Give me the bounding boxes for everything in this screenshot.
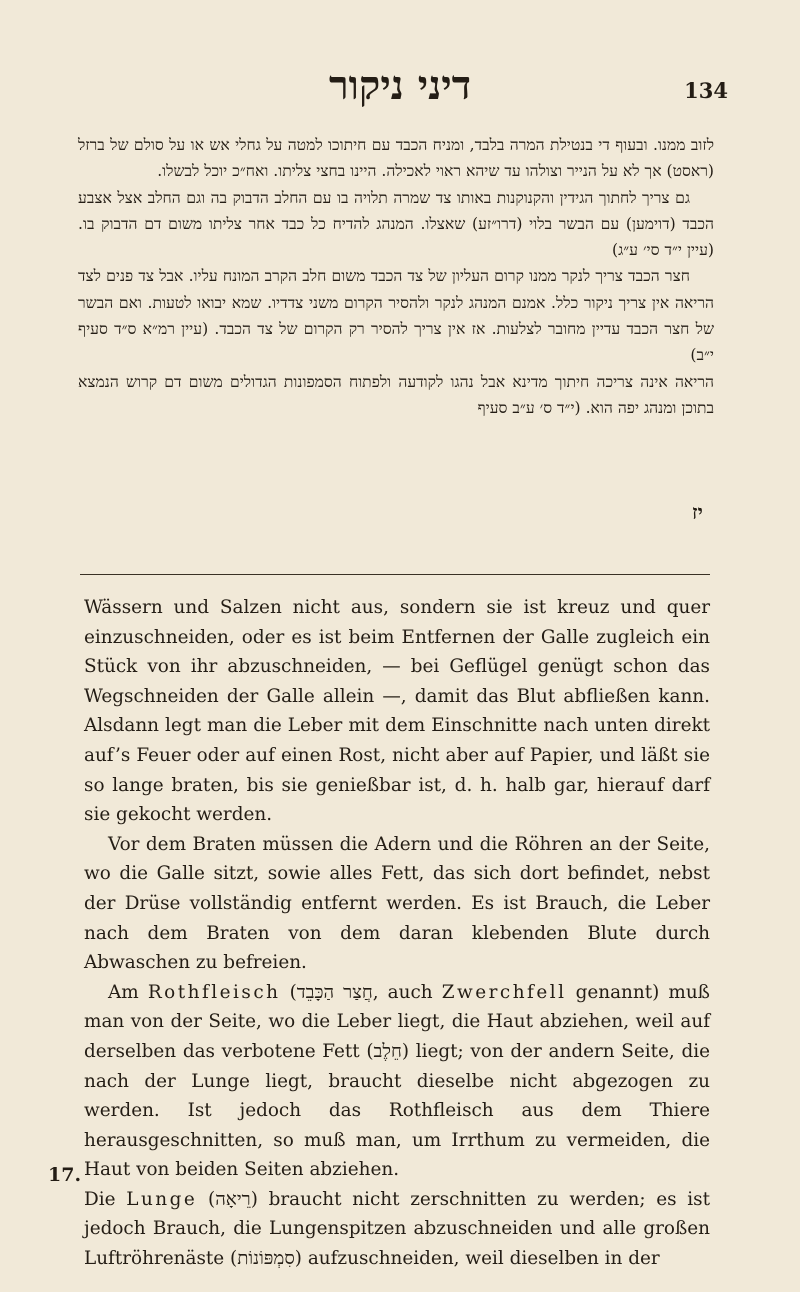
hebrew-term-chelev: חֵלֶב: [373, 1040, 402, 1062]
p4-text-before: Die: [84, 1188, 127, 1210]
hebrew-text-block: [78, 132, 714, 421]
german-paragraph-1: Wässern und Salzen nicht aus, sondern sie ist kreuz und quer einzuschneiden, oder es ist beim Entfernen der Galle zugleich ein Stück von ihr abzuschneiden, — bei Geflügel genügt schon das Wegschneiden der Galle allein —, damit das Blut abfließen kann. Alsdann legt man die Leber mit dem Einschnitte nach unten direkt auf’s Feuer oder auf einen Rost, nicht aber auf Papier, und läßt sie so lange braten, bis sie genießbar ist, d. h. halb gar, hierauf darf sie gekocht werden.: [84, 597, 710, 826]
hebrew-paragraph-1: לזוב ממנו. ובעוף די בנטילת המרה בלבד, ומניח הכבד עם חיתוכו למטה על גחלי אש או על סולם של ברזל (ראסט) אך לא על הנייר וצולהו עד שיהא ראוי לאכילה. היינו בחצי צליתו. ואח״כ יוכל לבשלו.: [78, 136, 714, 181]
p3-text-end: ) liegt; von der andern Seite, die nach der Lunge liegt, braucht dieselbe nicht abgezogen zu werden. Ist jedoch das Rothfleisch aus dem Thiere herausgeschnitten, so muß man, um Irrthum zu vermeiden, die Haut von beiden Seiten abziehen.: [84, 1040, 710, 1181]
hebrew-paragraph-3: חצר הכבד צריך לנקר ממנו קרום העליון של צד הכבד משום חלב הקרב המונח עליו. אבל צד פנים לצד הריאה אין צריך ניקור כלל. אמנם המנהג לנקר ולהסיר הקרום משני צדדיו. שמא יבואו לטעות. ואם הבשר של חצר הכבד עדיין מחובר לצלעות. אז אין צריך להסיר רק הקרום של צד הכבד. (עיין רמ״א ס״ד סעיף י״ב): [78, 267, 714, 365]
section-number: 17.: [48, 1164, 82, 1186]
running-title: דיני ניקור: [329, 62, 471, 109]
hebrew-term-simponot: סִמְפּוֹנוֹת: [237, 1248, 295, 1270]
german-text-block: [84, 593, 710, 1274]
p4-text-end: ) aufzuschneiden, weil dieselben in der: [294, 1248, 660, 1270]
hebrew-section-mark: יז: [692, 500, 703, 524]
hebrew-term-reah: רֵיאָה: [215, 1188, 251, 1210]
p3-text-mid: , auch: [372, 981, 442, 1003]
hebrew-term-chatzar-hakaved: חֲצַר הַכָּבֵד: [296, 981, 373, 1003]
p3-text-before: Am: [108, 981, 148, 1003]
page-number: 134: [684, 78, 728, 103]
hebrew-paragraph-2: גם צריך לחתוך הגידין והקנוקנות באותו צד שמרה תלויה בו עם החלב הדבוק בה וגם החלב אצל אצבע הכבד (דוימען) עם הבשר בלוי (דרו״זע) שאצלו. המנהג להדיח כל כבד אחר צליתו משום דם הדבוק בו. (עיין י״ד סי׳ ע״ג): [78, 188, 714, 260]
term-rothfleisch: Rothfleisch: [147, 981, 281, 1003]
p4-text-mid: ) braucht nicht zerschnitten zu werden; es ist jedoch Brauch, die Lungenspitzen abzuschneiden und alle großen Luftröhrenäste (: [84, 1188, 710, 1270]
p3-text-after: genannt) muß man von der Seite, wo die Leber liegt, die Haut abziehen, weil auf derselben das verbotene Fett (: [84, 981, 710, 1062]
german-paragraph-4: Die Lunge (רֵיאָה) braucht nicht zerschnitten zu werden; es ist jedoch Brauch, die Lungenspitzen abzuschneiden und alle großen Luftröhrenäste (סִמְפּוֹנוֹת) aufzuschneiden, weil dieselben in der: [84, 1188, 710, 1270]
term-zwerchfell: Zwerchfell: [441, 981, 567, 1003]
german-paragraph-3: Am Rothfleisch (חֲצַר הַכָּבֵד, auch Zwerchfell genannt) muß man von der Seite, wo die Leber liegt, die Haut abziehen, weil auf derselben das verbotene Fett (חֵלֶב) liegt; von der andern Seite, die nach der Lunge liegt, braucht dieselbe nicht abgezogen zu werden. Ist jedoch das Rothfleisch aus dem Thiere herausgeschnitten, so muß man, um Irrthum zu vermeiden, die Haut von beiden Seiten abziehen.: [84, 981, 710, 1181]
hebrew-paragraph-4: הריאה אינה צריכה חיתוך מדינא אבל נהגו לקודעה ולפתוח הסמפונות הגדולים משום דם קרוש הנמצא בתוכן ומנהג יפה הוא. (י״ד ס׳ ע״ב סעיף: [78, 372, 714, 417]
german-paragraph-2: Vor dem Braten müssen die Adern und die Röhren an der Seite, wo die Galle sitzt, sowie alles Fett, das sich dort befindet, nebst der Drüse vollständig entfernt werden. Es ist Brauch, die Leber nach dem Braten von dem daran klebenden Blute durch Abwaschen zu befreien.: [84, 833, 710, 974]
divider-line: [80, 574, 710, 575]
term-lunge: Lunge: [126, 1188, 198, 1210]
